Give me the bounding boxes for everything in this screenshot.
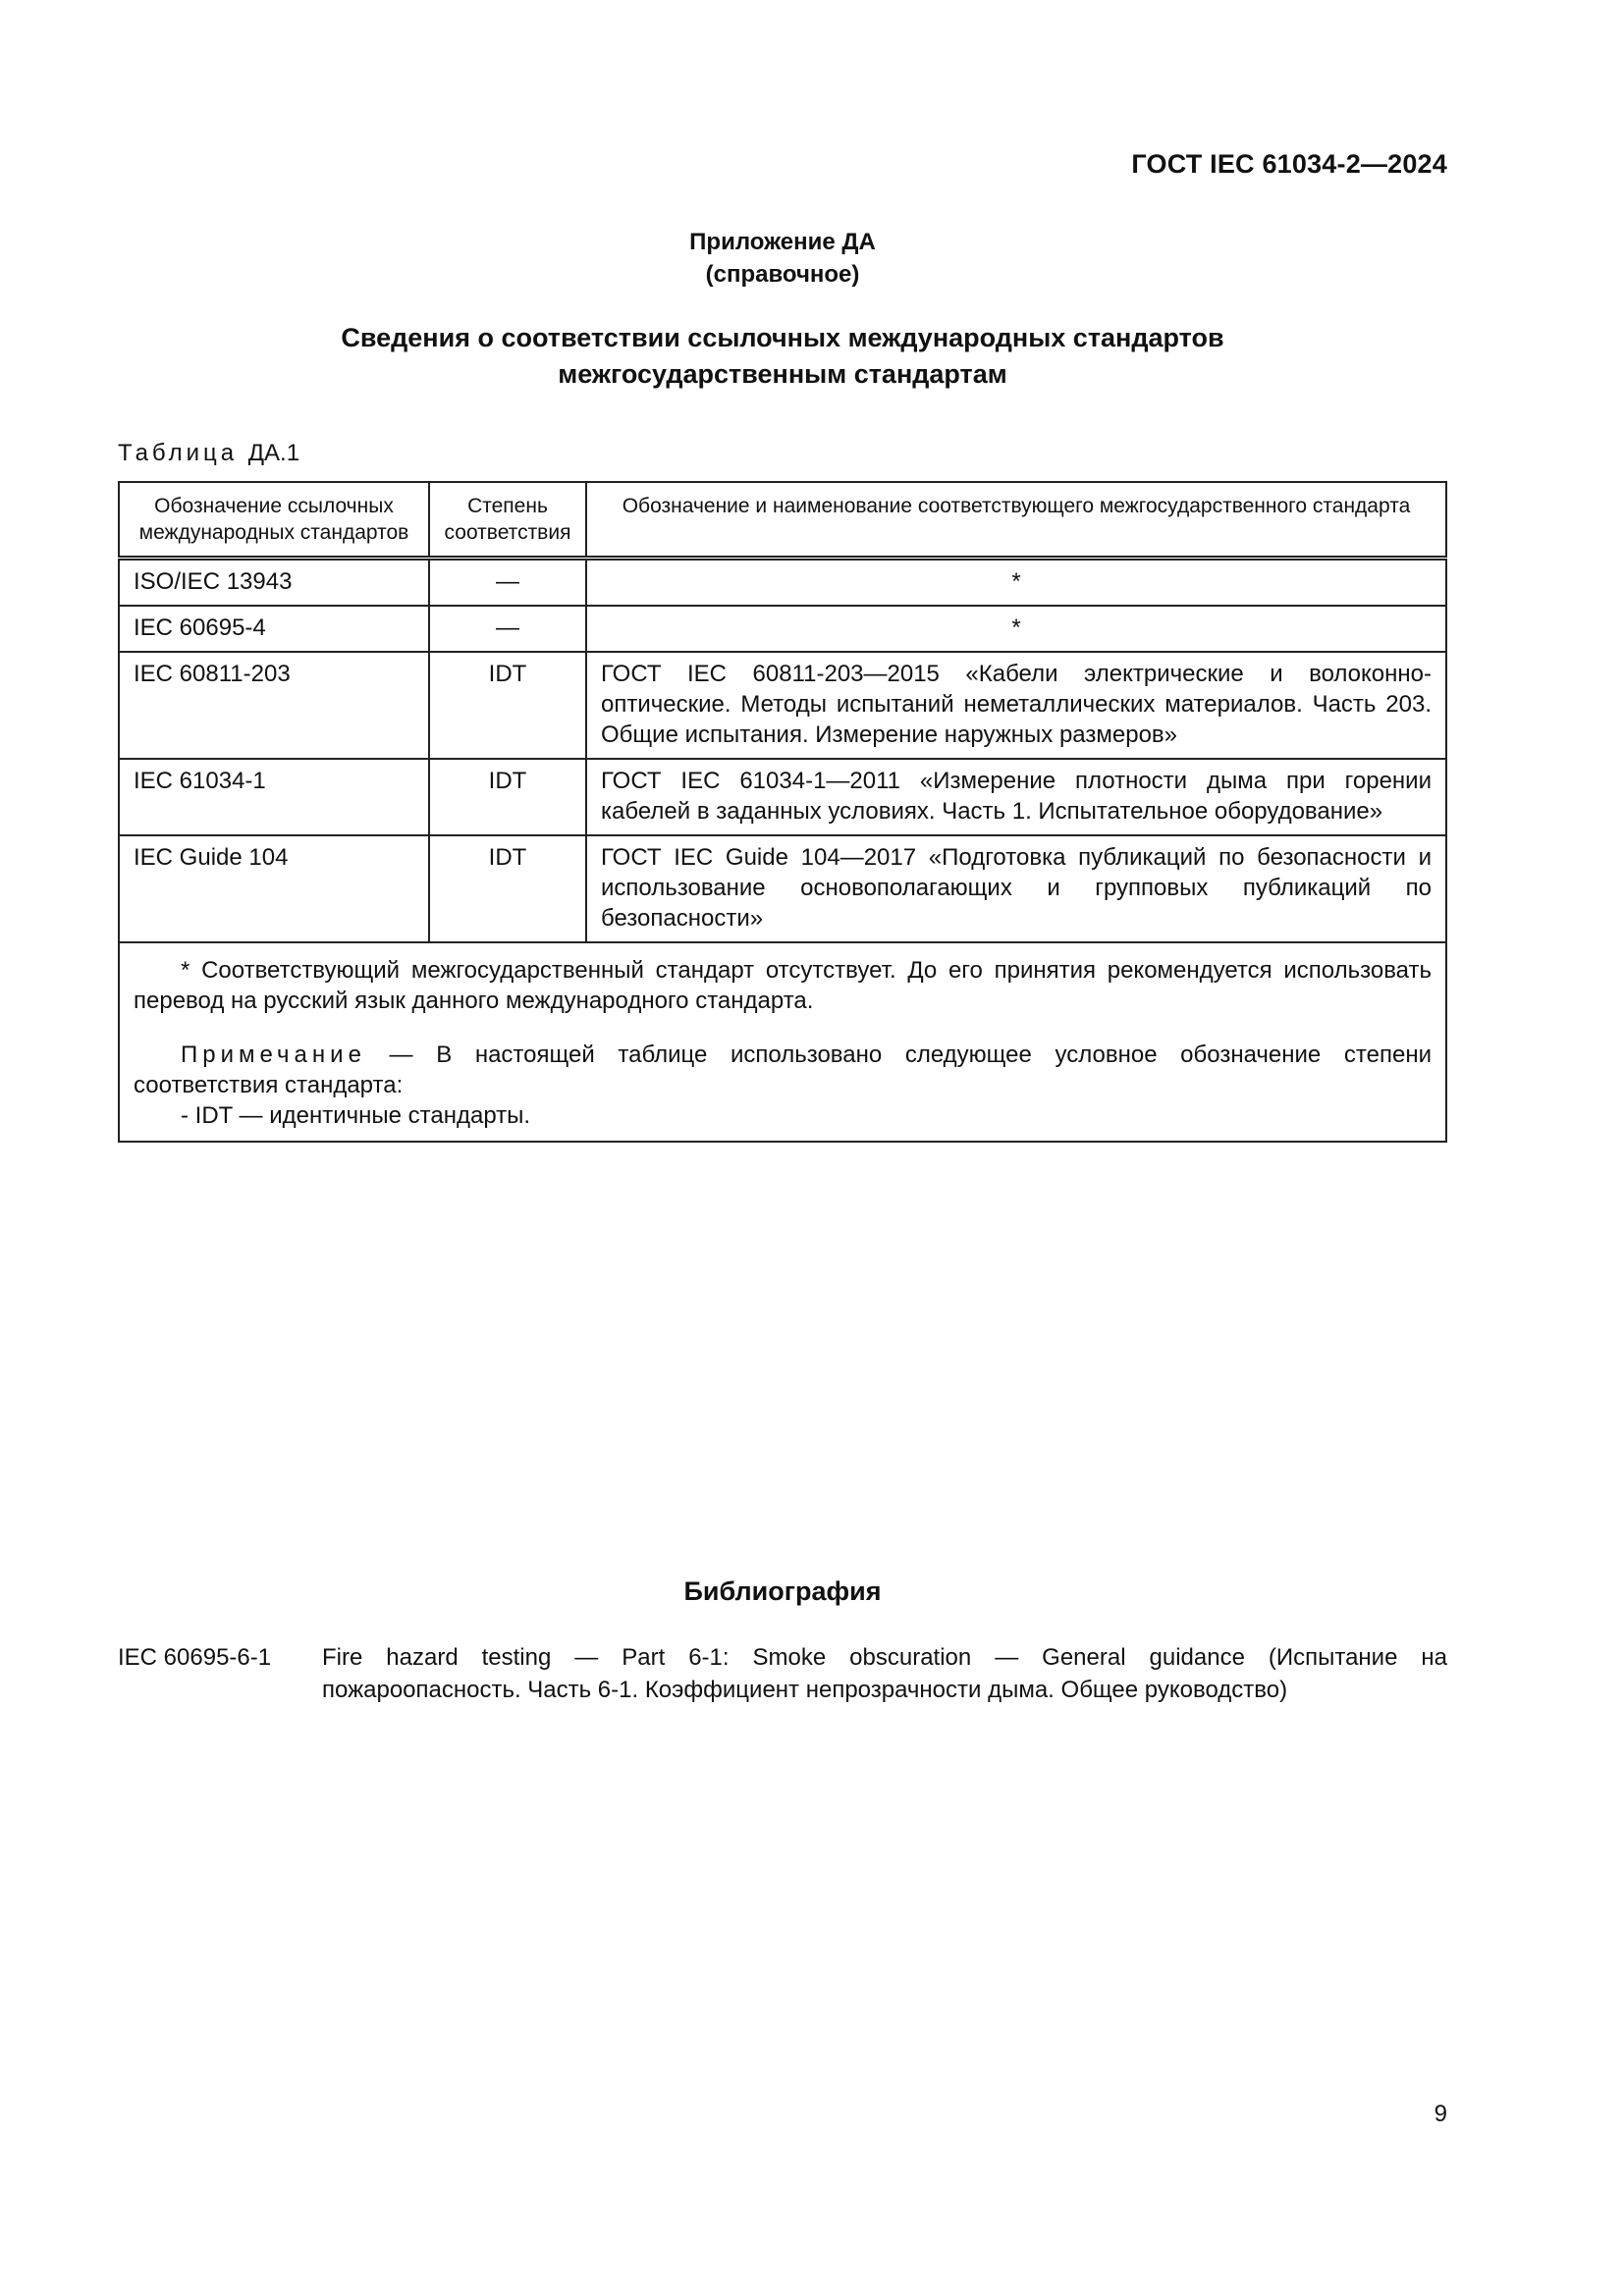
table-notes-cell xyxy=(119,942,1446,1142)
cell-national: ГОСТ IEC Guide 104—2017 «Подготовка публикаций по безопасности и использование основополагающих и групповых публикаций по безопасности» xyxy=(586,835,1446,942)
header-national-standard: Обозначение и наименование соответствующего межгосударственного стандарта xyxy=(586,482,1446,559)
cell-national: ГОСТ IEC 60811-203—2015 «Кабели электрические и волоконно-оптические. Методы испытаний неметаллических материалов. Часть 203. Общие испытания. Измерение наружных размеров» xyxy=(586,652,1446,759)
cell-ref: IEC 60695-4 xyxy=(119,606,429,652)
table-note xyxy=(134,1040,1432,1100)
cell-degree: — xyxy=(429,559,586,607)
table-row xyxy=(119,559,1446,607)
appendix-heading xyxy=(0,226,1565,291)
cell-ref: IEC 60811-203 xyxy=(119,652,429,759)
cell-degree: IDT xyxy=(429,759,586,835)
table-header-row xyxy=(119,482,1446,559)
note-item: - IDT — идентичные стандарты. xyxy=(181,1102,531,1129)
header-degree: Степень соответствия xyxy=(429,482,586,559)
table-notes-row xyxy=(119,942,1446,1142)
header-ref-standard: Обозначение ссылочных международных стандартов xyxy=(119,482,429,559)
document-code: ГОСТ IEC 61034-2—2024 xyxy=(1131,149,1447,179)
table-row xyxy=(119,606,1446,652)
table-caption-number: ДА.1 xyxy=(247,440,300,466)
table-row xyxy=(119,759,1446,835)
page-number: 9 xyxy=(1434,2101,1447,2127)
note-label: Примечание xyxy=(181,1041,366,1068)
cell-degree: IDT xyxy=(429,835,586,942)
cell-ref: IEC 61034-1 xyxy=(119,759,429,835)
bibliography-code: IEC 60695-6-1 xyxy=(118,1644,272,1671)
bibliography-text: Fire hazard testing — Part 6-1: Smoke obscuration — General guidance (Испытание на пожароопасность. Часть 6-1. Коэффициент непрозрачности дыма. Общее руководство) xyxy=(322,1644,1447,1703)
cell-degree: — xyxy=(429,606,586,652)
section-title-line-1: Сведения о соответствии ссылочных международных стандартов xyxy=(341,323,1224,352)
appendix-subtitle: (справочное) xyxy=(705,261,860,288)
table-row xyxy=(119,835,1446,942)
note-text: — В настоящей таблице использовано следующее условное обозначение степени соответствия стандарта: xyxy=(134,1041,1432,1098)
cell-degree: IDT xyxy=(429,652,586,759)
cell-national: * xyxy=(586,559,1446,607)
bibliography-entry xyxy=(118,1641,1447,1706)
bibliography-title: Библиография xyxy=(683,1576,882,1606)
cell-ref: IEC Guide 104 xyxy=(119,835,429,942)
section-title xyxy=(0,320,1565,393)
correspondence-table xyxy=(118,481,1447,1143)
appendix-title: Приложение ДА xyxy=(689,229,876,255)
table-footnote: * Соответствующий межгосударственный стандарт отсутствует. До его принятия рекомендуется использовать перевод на русский язык данного международного стандарта. xyxy=(134,957,1432,1014)
section-title-line-2: межгосударственным стандартам xyxy=(558,359,1007,389)
table-row xyxy=(119,652,1446,759)
cell-ref: ISO/IEC 13943 xyxy=(119,559,429,607)
table-caption-label: Таблица xyxy=(118,440,239,466)
cell-national: * xyxy=(586,606,1446,652)
table-caption xyxy=(118,440,299,467)
cell-national: ГОСТ IEC 61034-1—2011 «Измерение плотности дыма при горении кабелей в заданных условиях. Часть 1. Испытательное оборудование» xyxy=(586,759,1446,835)
